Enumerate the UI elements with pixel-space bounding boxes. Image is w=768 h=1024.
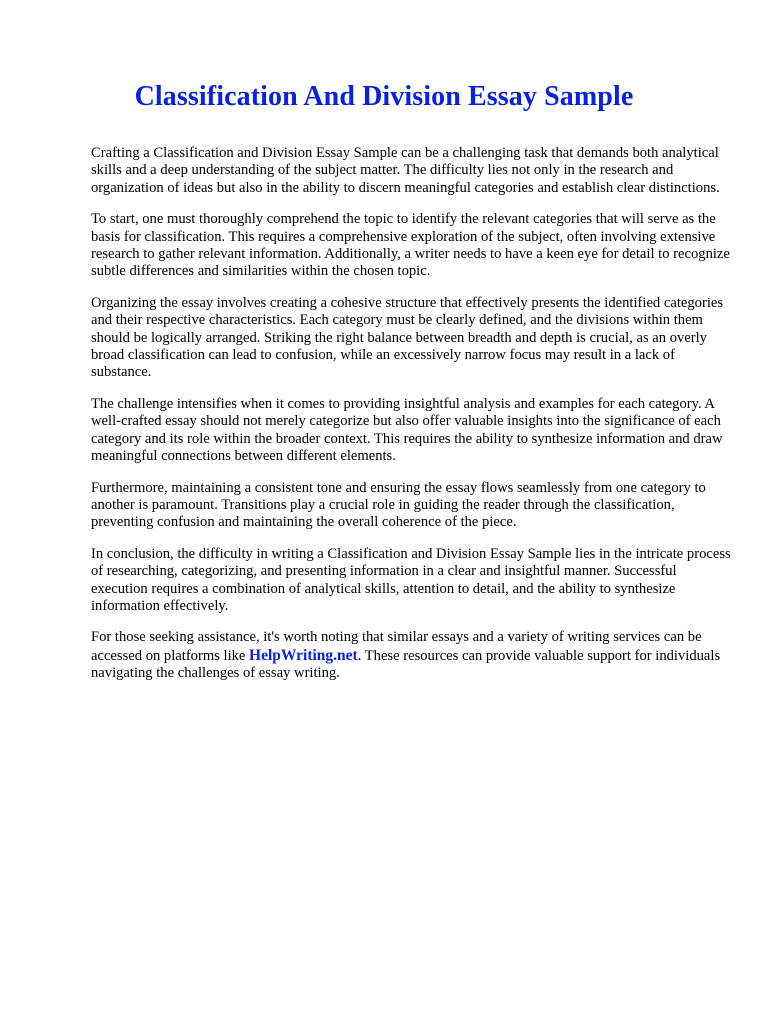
paragraph-7-text-before-link: For those seeking assistance, it's worth noting that similar essays and a variety of writing services can be accessed on platforms like: [91, 629, 702, 664]
paragraph-2: To start, one must thoroughly comprehend the topic to identify the relevant categories that will serve as the basis for classification. This requires a comprehensive exploration of the subject, often involving extensive research to gather relevant information. Additionally, a writer needs to have a keen eye for detail to recognize subtle differences and similarities within the chosen topic.: [91, 211, 730, 280]
paragraph-4: The challenge intensifies when it comes to providing insightful analysis and examples for each category. A well-crafted essay should not merely categorize but also offer valuable insights into the significance of each category and its role within the broader context. This requires the ability to synthesize information and draw meaningful connections between different elements.: [91, 395, 723, 465]
page-title: Classification And Division Essay Sample: [134, 81, 634, 112]
paragraph-7-text-after-link: . These resources can provide valuable support for individuals navigating the challenges of essay writing.: [91, 647, 721, 682]
paragraph-3: Organizing the essay involves creating a cohesive structure that effectively presents the identified categories and their respective characteristics. Each category must be clearly defined, and the divisions within them should be logically arranged. Striking the right balance between breadth and depth is crucial, as an overly broad classification can lead to confusion, while an excessively narrow focus may result in a lack of substance.: [91, 294, 724, 381]
paragraph-5: Furthermore, maintaining a consistent tone and ensuring the essay flows seamlessly from one category to another is paramount. Transitions play a crucial role in guiding the reader through the classification, preventing confusion and maintaining the overall coherence of the piece.: [91, 479, 706, 531]
paragraph-7: [91, 629, 731, 682]
helpwriting-link[interactable]: HelpWriting.net: [249, 646, 358, 664]
paragraph-1: Crafting a Classification and Division Essay Sample can be a challenging task that demands both analytical skills and a deep understanding of the subject matter. The difficulty lies not only in the research and organization of ideas but also in the ability to discern meaningful categories and establish clear distinctions.: [91, 145, 720, 196]
paragraph-6: In conclusion, the difficulty in writing a Classification and Division Essay Sample lies in the intricate process of researching, categorizing, and presenting information in a clear and insightful manner. Successful execution requires a combination of analytical skills, attention to detail, and the ability to synthesize information effectively.: [91, 545, 731, 614]
document-body: [91, 145, 731, 697]
